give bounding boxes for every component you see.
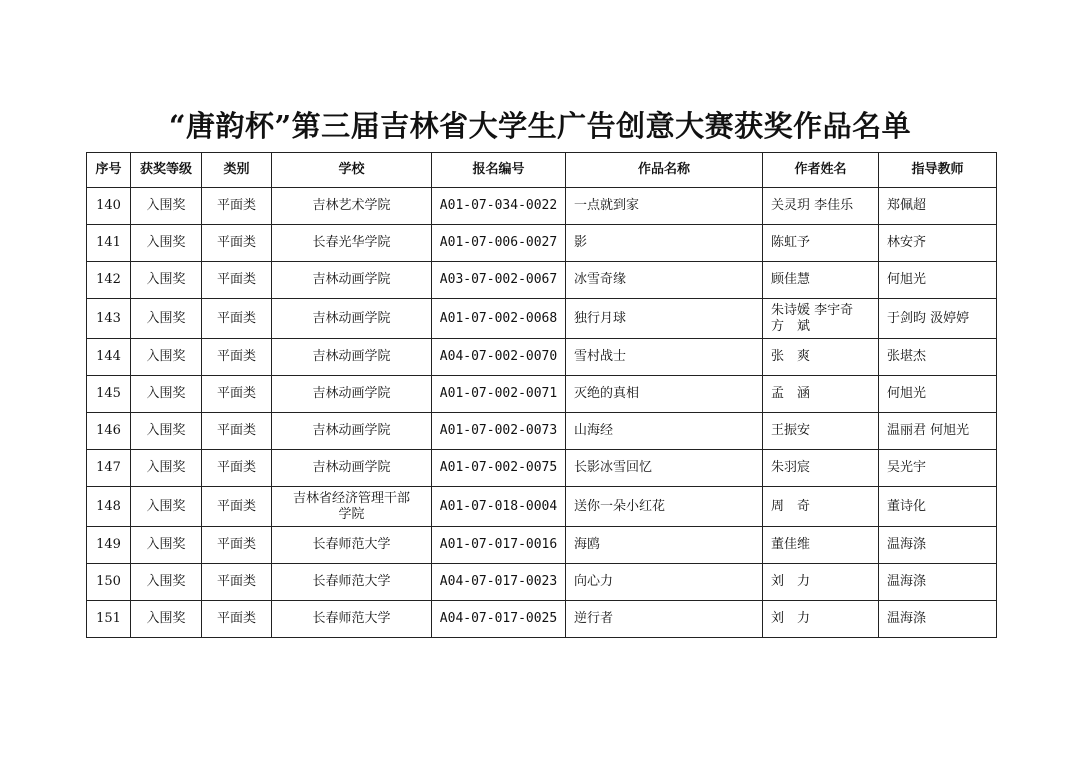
cell-teacher: 于剑昀 汲婷婷 (879, 299, 997, 339)
table-row (87, 262, 997, 299)
header-category: 类别 (202, 153, 272, 188)
cell-teacher: 温丽君 何旭光 (879, 413, 997, 450)
cell-code: A01-07-017-0016 (432, 527, 566, 564)
cell-level: 入围奖 (131, 601, 202, 638)
cell-code: A04-07-017-0025 (432, 601, 566, 638)
cell-no: 140 (87, 188, 131, 225)
cell-authors: 刘 力 (763, 601, 879, 638)
cell-code: A01-07-002-0075 (432, 450, 566, 487)
cell-school: 长春光华学院 (272, 225, 432, 262)
cell-teacher: 张堪杰 (879, 339, 997, 376)
cell-teacher: 董诗化 (879, 487, 997, 527)
cell-authors: 陈虹予 (763, 225, 879, 262)
cell-authors: 王振安 (763, 413, 879, 450)
cell-no: 150 (87, 564, 131, 601)
cell-school: 吉林艺术学院 (272, 188, 432, 225)
cell-school: 吉林省经济管理干部 学院 (272, 487, 432, 527)
cell-level: 入围奖 (131, 564, 202, 601)
cell-work: 送你一朵小红花 (566, 487, 763, 527)
cell-category: 平面类 (202, 487, 272, 527)
cell-authors: 刘 力 (763, 564, 879, 601)
cell-no: 147 (87, 450, 131, 487)
cell-no: 142 (87, 262, 131, 299)
cell-authors: 董佳维 (763, 527, 879, 564)
cell-teacher: 郑佩超 (879, 188, 997, 225)
header-work: 作品名称 (566, 153, 763, 188)
cell-teacher: 温海涤 (879, 527, 997, 564)
cell-code: A01-07-002-0068 (432, 299, 566, 339)
cell-authors: 关灵玥 李佳乐 (763, 188, 879, 225)
header-code: 报名编号 (432, 153, 566, 188)
cell-level: 入围奖 (131, 262, 202, 299)
cell-teacher: 温海涤 (879, 601, 997, 638)
cell-level: 入围奖 (131, 413, 202, 450)
cell-category: 平面类 (202, 527, 272, 564)
table-row (87, 487, 997, 527)
cell-work: 逆行者 (566, 601, 763, 638)
cell-category: 平面类 (202, 413, 272, 450)
table-header-row (87, 153, 997, 188)
cell-work: 向心力 (566, 564, 763, 601)
cell-code: A01-07-002-0071 (432, 376, 566, 413)
table-row (87, 413, 997, 450)
cell-level: 入围奖 (131, 299, 202, 339)
document-title: “唐韵杯”第三届吉林省大学生广告创意大赛获奖作品名单 (168, 109, 912, 143)
table-row (87, 376, 997, 413)
header-authors: 作者姓名 (763, 153, 879, 188)
cell-teacher: 林安齐 (879, 225, 997, 262)
cell-school: 长春师范大学 (272, 527, 432, 564)
cell-school: 吉林动画学院 (272, 376, 432, 413)
cell-authors: 孟 涵 (763, 376, 879, 413)
cell-code: A01-07-006-0027 (432, 225, 566, 262)
cell-code: A04-07-017-0023 (432, 564, 566, 601)
table-row (87, 527, 997, 564)
table-row (87, 188, 997, 225)
cell-work: 一点就到家 (566, 188, 763, 225)
cell-level: 入围奖 (131, 188, 202, 225)
cell-level: 入围奖 (131, 225, 202, 262)
cell-category: 平面类 (202, 376, 272, 413)
cell-work: 影 (566, 225, 763, 262)
cell-category: 平面类 (202, 339, 272, 376)
cell-authors: 张 爽 (763, 339, 879, 376)
cell-category: 平面类 (202, 564, 272, 601)
cell-no: 148 (87, 487, 131, 527)
cell-work: 长影冰雪回忆 (566, 450, 763, 487)
cell-school: 吉林动画学院 (272, 262, 432, 299)
table-row (87, 564, 997, 601)
cell-authors: 朱诗媛 李宇奇 方 斌 (763, 299, 879, 339)
cell-work: 独行月球 (566, 299, 763, 339)
table-body (87, 188, 997, 638)
cell-no: 151 (87, 601, 131, 638)
cell-authors: 顾佳慧 (763, 262, 879, 299)
cell-work: 雪村战士 (566, 339, 763, 376)
awards-table (86, 152, 997, 638)
cell-level: 入围奖 (131, 487, 202, 527)
cell-code: A03-07-002-0067 (432, 262, 566, 299)
cell-no: 143 (87, 299, 131, 339)
cell-level: 入围奖 (131, 339, 202, 376)
cell-category: 平面类 (202, 601, 272, 638)
cell-teacher: 温海涤 (879, 564, 997, 601)
cell-no: 149 (87, 527, 131, 564)
cell-level: 入围奖 (131, 450, 202, 487)
table-row (87, 339, 997, 376)
table-row (87, 601, 997, 638)
cell-category: 平面类 (202, 188, 272, 225)
cell-work: 灭绝的真相 (566, 376, 763, 413)
cell-work: 冰雪奇缘 (566, 262, 763, 299)
cell-school: 吉林动画学院 (272, 339, 432, 376)
cell-work: 山海经 (566, 413, 763, 450)
cell-code: A01-07-018-0004 (432, 487, 566, 527)
header-level: 获奖等级 (131, 153, 202, 188)
cell-category: 平面类 (202, 225, 272, 262)
cell-teacher: 吴光宇 (879, 450, 997, 487)
header-no: 序号 (87, 153, 131, 188)
cell-no: 144 (87, 339, 131, 376)
cell-no: 146 (87, 413, 131, 450)
header-teacher: 指导教师 (879, 153, 997, 188)
cell-school: 吉林动画学院 (272, 299, 432, 339)
cell-level: 入围奖 (131, 527, 202, 564)
cell-school: 吉林动画学院 (272, 450, 432, 487)
cell-code: A04-07-002-0070 (432, 339, 566, 376)
cell-category: 平面类 (202, 262, 272, 299)
cell-authors: 周 奇 (763, 487, 879, 527)
cell-teacher: 何旭光 (879, 376, 997, 413)
cell-code: A01-07-002-0073 (432, 413, 566, 450)
cell-school: 吉林动画学院 (272, 413, 432, 450)
cell-level: 入围奖 (131, 376, 202, 413)
table-row (87, 299, 997, 339)
table-row (87, 225, 997, 262)
cell-teacher: 何旭光 (879, 262, 997, 299)
cell-code: A01-07-034-0022 (432, 188, 566, 225)
cell-school: 长春师范大学 (272, 564, 432, 601)
table-row (87, 450, 997, 487)
cell-authors: 朱羽宸 (763, 450, 879, 487)
header-school: 学校 (272, 153, 432, 188)
cell-category: 平面类 (202, 299, 272, 339)
cell-no: 141 (87, 225, 131, 262)
cell-category: 平面类 (202, 450, 272, 487)
cell-work: 海鸥 (566, 527, 763, 564)
cell-school: 长春师范大学 (272, 601, 432, 638)
cell-no: 145 (87, 376, 131, 413)
